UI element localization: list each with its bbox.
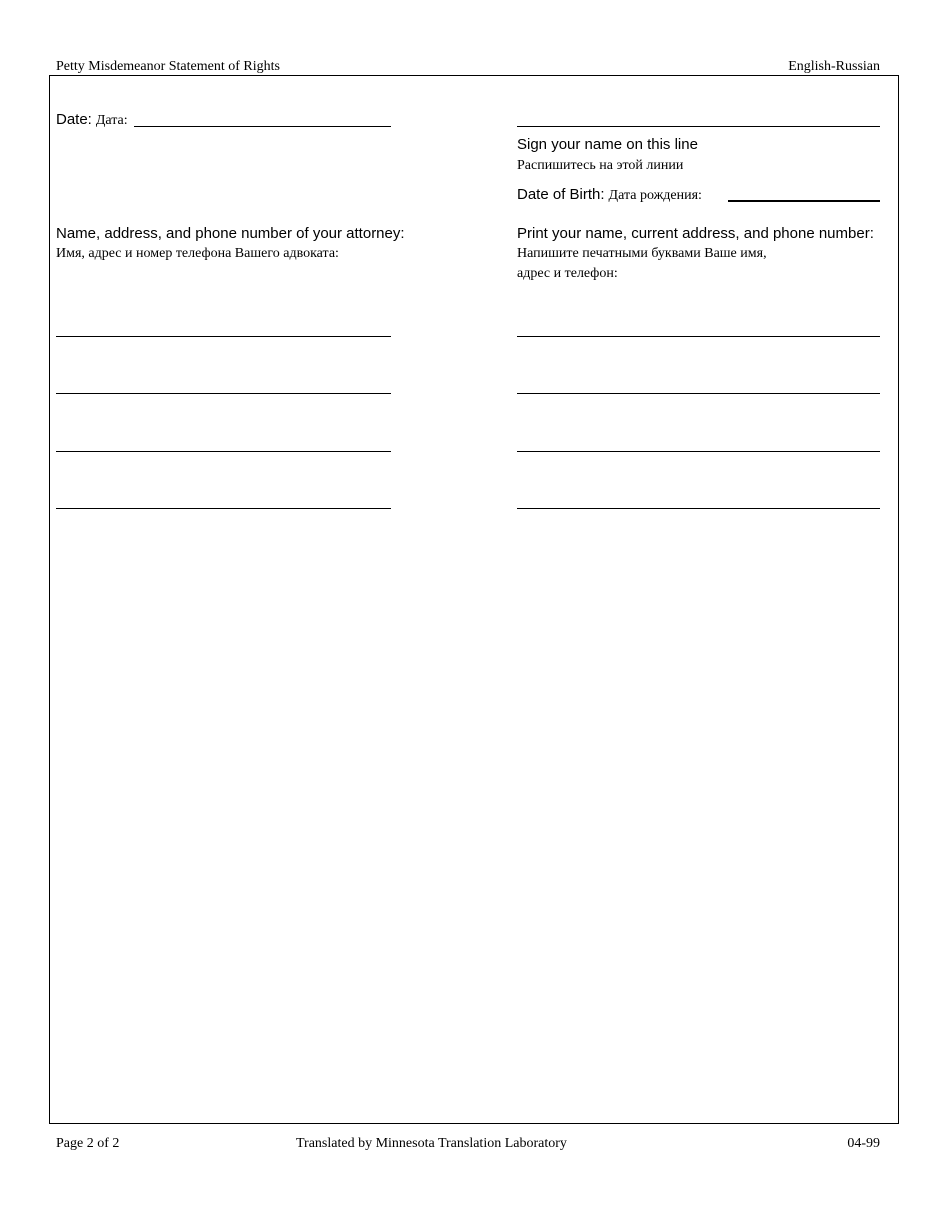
print-input-line-2[interactable] xyxy=(517,393,880,394)
signature-instruction-en: Sign your name on this line xyxy=(517,136,698,153)
print-label-en: Print your name, current address, and phone number: xyxy=(517,225,874,242)
date-input-line[interactable] xyxy=(134,126,391,127)
dob-label xyxy=(517,186,702,205)
attorney-input-line-4[interactable] xyxy=(56,508,391,509)
language-label: English-Russian xyxy=(788,59,880,74)
print-input-line-1[interactable] xyxy=(517,336,880,337)
print-input-line-3[interactable] xyxy=(517,451,880,452)
date-label xyxy=(56,111,128,130)
dob-label-en: Date of Birth: xyxy=(517,186,605,203)
attorney-input-line-1[interactable] xyxy=(56,336,391,337)
dob-label-ru: Дата рождения: xyxy=(608,188,702,203)
date-label-ru: Дата: xyxy=(95,113,128,128)
attorney-input-line-2[interactable] xyxy=(56,393,391,394)
attorney-label-en: Name, address, and phone number of your attorney: xyxy=(56,225,405,242)
page-number: Page 2 of 2 xyxy=(56,1136,120,1151)
translation-credit: Translated by Minnesota Translation Laboratory xyxy=(296,1136,567,1151)
signature-instruction-ru: Распишитесь на этой линии xyxy=(517,158,684,173)
signature-line[interactable] xyxy=(517,126,880,127)
print-input-line-4[interactable] xyxy=(517,508,880,509)
print-label-ru-line1: Напишите печатными буквами Ваше имя, xyxy=(517,246,767,261)
attorney-label-ru: Имя, адрес и номер телефона Вашего адвоката: xyxy=(56,246,339,261)
attorney-input-line-3[interactable] xyxy=(56,451,391,452)
date-label-en: Date: xyxy=(56,111,92,128)
dob-input-line[interactable] xyxy=(728,200,880,202)
print-label-ru-line2: адрес и телефон: xyxy=(517,266,618,281)
document-title: Petty Misdemeanor Statement of Rights xyxy=(56,59,280,74)
form-code: 04-99 xyxy=(847,1136,880,1151)
